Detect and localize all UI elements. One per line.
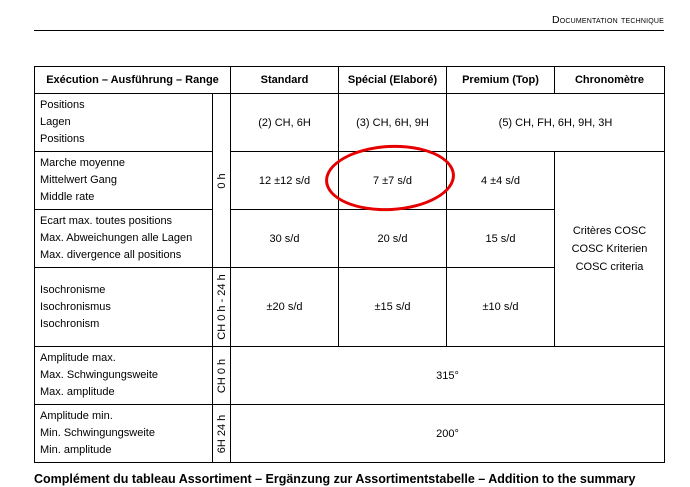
cell-rate-premium: 4 ±4 s/d — [447, 152, 555, 210]
cell-isochronism-special: ±15 s/d — [339, 268, 447, 347]
specification-table — [34, 66, 665, 463]
row-label-positions: Positions Lagen Positions — [35, 94, 213, 152]
condition-ch-0h: CH 0 h — [213, 347, 231, 405]
column-header-chronometer: Chronomètre — [555, 67, 665, 94]
cell-rate-standard: 12 ±12 s/d — [231, 152, 339, 210]
table-row-positions — [35, 94, 665, 152]
cell-deviation-special: 20 s/d — [339, 210, 447, 268]
table-row-amplitude-min — [35, 405, 665, 463]
cell-isochronism-standard: ±20 s/d — [231, 268, 339, 347]
column-header-special: Spécial (Elaboré) — [339, 67, 447, 94]
row-label-deviation: Ecart max. toutes positions Max. Abweichungen alle Lagen Max. divergence all positions — [35, 210, 213, 268]
table-row-rate — [35, 152, 665, 210]
cell-isochronism-premium: ±10 s/d — [447, 268, 555, 347]
cell-deviation-standard: 30 s/d — [231, 210, 339, 268]
cell-deviation-premium: 15 s/d — [447, 210, 555, 268]
row-label-amplitude-min: Amplitude min. Min. Schwingungsweite Min. amplitude — [35, 405, 213, 463]
cell-positions-special: (3) CH, 6H, 9H — [339, 94, 447, 152]
cell-positions-standard: (2) CH, 6H — [231, 94, 339, 152]
row-label-rate: Marche moyenne Mittelwert Gang Middle rate — [35, 152, 213, 210]
condition-6h-24h: 6H 24 h — [213, 405, 231, 463]
condition-ch-0h-24h: CH 0 h - 24 h — [213, 268, 231, 347]
header-divider — [34, 30, 664, 31]
cell-positions-premium-chrono: (5) CH, FH, 6H, 9H, 3H — [447, 94, 665, 152]
cell-cosc-criteria: Critères COSC COSC Kriterien COSC criteria — [555, 152, 665, 347]
condition-0h: 0 h — [213, 94, 231, 268]
document-header-label: Documentation technique — [551, 14, 664, 26]
table-row-amplitude-max — [35, 347, 665, 405]
row-label-amplitude-max: Amplitude max. Max. Schwingungsweite Max. amplitude — [35, 347, 213, 405]
column-header-execution: Exécution – Ausführung – Range — [35, 67, 231, 94]
row-label-isochronism: Isochronisme Isochronismus Isochronism — [35, 268, 213, 347]
column-header-premium: Premium (Top) — [447, 67, 555, 94]
table-header-row — [35, 67, 665, 94]
cell-rate-special: 7 ±7 s/d — [339, 152, 447, 210]
column-header-standard: Standard — [231, 67, 339, 94]
cell-amplitude-max: 315° — [231, 347, 665, 405]
footer-section-title: Complément du tableau Assortiment – Ergänzung zur Assortimentstabelle – Addition to the summary — [34, 472, 636, 486]
cell-amplitude-min: 200° — [231, 405, 665, 463]
